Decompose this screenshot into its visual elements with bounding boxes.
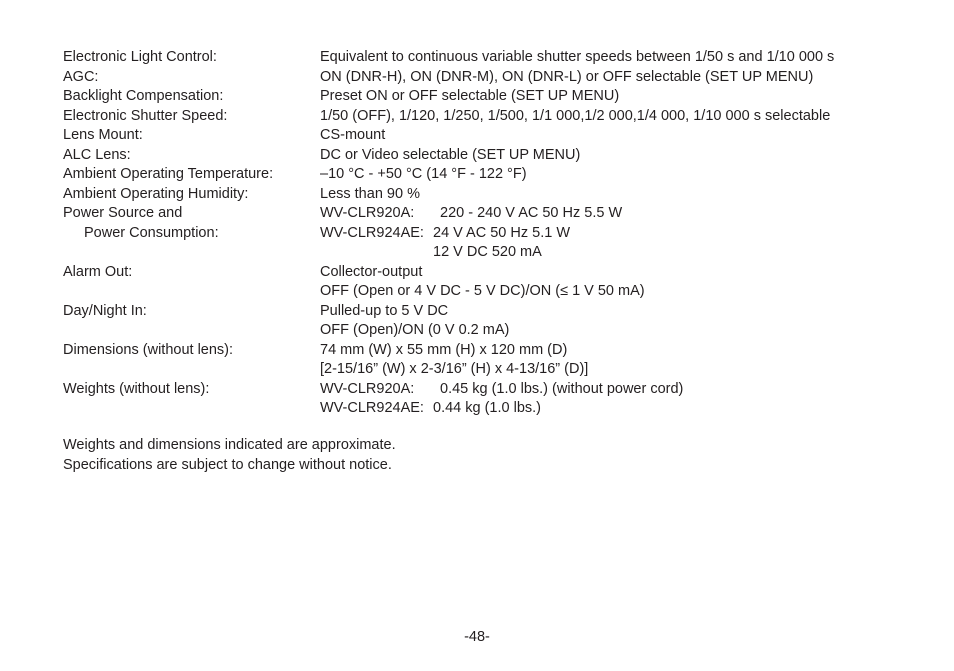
- spec-label: Day/Night In:: [63, 302, 147, 319]
- spec-row-power-consumption: [63, 224, 923, 244]
- spec-value: [320, 399, 923, 419]
- spec-row-agc: [63, 68, 923, 88]
- spec-row-electronic-shutter-speed: [63, 107, 923, 127]
- note-specifications-change: Specifications are subject to change without notice.: [63, 457, 392, 473]
- spec-label-empty: [63, 321, 320, 341]
- spec-label-empty: [63, 399, 320, 419]
- spec-value: 74 mm (W) x 55 mm (H) x 120 mm (D): [320, 341, 568, 358]
- spec-value: –10 °C - +50 °C (14 °F - 122 °F): [320, 166, 527, 182]
- spec-value: Collector-output: [320, 263, 423, 280]
- model-name-empty: [320, 243, 433, 263]
- spec-value: [320, 224, 923, 244]
- model-value: 220 - 240 V AC 50 Hz 5.5 W: [440, 205, 623, 221]
- spec-value: [320, 243, 923, 263]
- model-name: WV-CLR924AE:: [320, 400, 424, 416]
- spec-row-operating-temperature: [63, 165, 923, 185]
- model-value: 24 V AC 50 Hz 5.1 W: [433, 224, 571, 241]
- spec-label-empty: [63, 243, 320, 263]
- spec-row-alarm-out-cont: [63, 282, 923, 302]
- spec-row-weights-cont: [63, 399, 923, 419]
- spec-label: Power Consumption:: [84, 224, 219, 241]
- spec-row-weights: [63, 380, 923, 400]
- spec-value: [320, 380, 923, 400]
- spec-value: ON (DNR-H), ON (DNR-M), ON (DNR-L) or OFF selectable (SET UP MENU): [320, 68, 814, 85]
- page-number: -48-: [464, 629, 490, 645]
- spec-label-empty: [63, 282, 320, 302]
- spec-row-day-night-in-cont: [63, 321, 923, 341]
- spec-value: [2-15/16” (W) x 2-3/16” (H) x 4-13/16” (D)]: [320, 361, 589, 377]
- spec-row-power-consumption-cont: [63, 243, 923, 263]
- spec-label-empty: [63, 360, 320, 380]
- spec-value: [320, 204, 923, 224]
- spec-value: Pulled-up to 5 V DC: [320, 302, 449, 319]
- spec-value: 1/50 (OFF), 1/120, 1/250, 1/500, 1/1 000,1/2 000,1/4 000, 1/10 000 s selectable: [320, 107, 831, 124]
- specifications-list: [63, 48, 923, 419]
- spec-label: Lens Mount:: [63, 127, 143, 143]
- spec-row-alc-lens: [63, 146, 923, 166]
- spec-value: OFF (Open)/ON (0 V 0.2 mA): [320, 322, 510, 338]
- spec-row-day-night-in: [63, 302, 923, 322]
- spec-row-dimensions-cont: [63, 360, 923, 380]
- spec-label: ALC Lens:: [63, 146, 131, 163]
- spec-row-lens-mount: [63, 126, 923, 146]
- spec-label: Alarm Out:: [63, 263, 133, 280]
- spec-label: Electronic Light Control:: [63, 49, 217, 65]
- spec-value: Less than 90 %: [320, 185, 420, 202]
- spec-row-operating-humidity: [63, 185, 923, 205]
- spec-label: Backlight Compensation:: [63, 88, 224, 104]
- model-value: 0.45 kg (1.0 lbs.) (without power cord): [440, 380, 684, 397]
- spec-value: Equivalent to continuous variable shutter speeds between 1/50 s and 1/10 000 s: [320, 49, 835, 65]
- spec-label: Dimensions (without lens):: [63, 341, 234, 358]
- spec-value: CS-mount: [320, 127, 386, 143]
- model-name: WV-CLR920A:: [320, 205, 415, 221]
- model-name: WV-CLR924AE:: [320, 224, 424, 241]
- spec-label: AGC:: [63, 68, 99, 85]
- spec-value: Preset ON or OFF selectable (SET UP MENU): [320, 88, 620, 104]
- spec-row-power-source: [63, 204, 923, 224]
- spec-row-backlight-compensation: [63, 87, 923, 107]
- spec-label: Electronic Shutter Speed:: [63, 107, 228, 124]
- spec-label: Power Source and: [63, 205, 183, 221]
- spec-label: Ambient Operating Temperature:: [63, 166, 274, 182]
- spec-row-alarm-out: [63, 263, 923, 283]
- spec-label: Weights (without lens):: [63, 380, 210, 397]
- spec-row-electronic-light-control: [63, 48, 923, 68]
- spec-row-dimensions: [63, 341, 923, 361]
- spec-value: DC or Video selectable (SET UP MENU): [320, 146, 581, 163]
- model-value: 0.44 kg (1.0 lbs.): [433, 400, 541, 416]
- note-approximate: Weights and dimensions indicated are approximate.: [63, 437, 396, 453]
- spec-label: Ambient Operating Humidity:: [63, 185, 249, 202]
- model-value: 12 V DC 520 mA: [433, 244, 542, 260]
- model-name: WV-CLR920A:: [320, 380, 415, 397]
- spec-value: OFF (Open or 4 V DC - 5 V DC)/ON (≤ 1 V 50 mA): [320, 283, 645, 299]
- notes: [63, 436, 396, 476]
